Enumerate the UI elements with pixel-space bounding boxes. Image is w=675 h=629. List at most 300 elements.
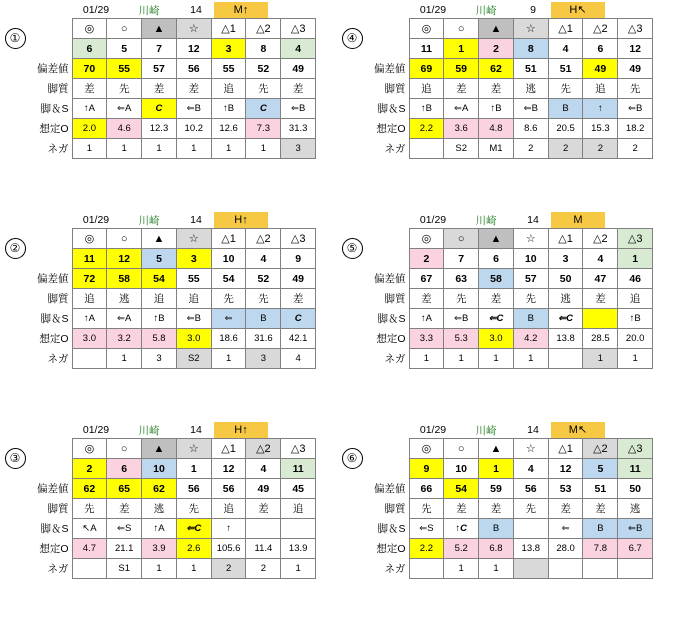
kyakushitsu-6: 追 [618, 289, 653, 309]
row-label-blank [30, 229, 72, 249]
ashi-s-3: ⇐B [513, 99, 548, 119]
nega-2: 3 [142, 349, 177, 369]
block-number: ⑥ [337, 422, 367, 469]
kyakushitsu-4: 追 [211, 499, 246, 519]
ashi-s-0: ↑A [72, 99, 107, 119]
header-cell-1: ○ [444, 229, 479, 249]
ashi-s-1: ⇐A [444, 99, 479, 119]
header-cell-2: ▲ [479, 19, 514, 39]
header-race-number: 9 [530, 4, 536, 16]
header-cell-6: △3 [618, 439, 653, 459]
horse-number-4: 12 [211, 459, 246, 479]
header-mark-badge: M↑ [214, 2, 268, 18]
race-block [0, 420, 337, 629]
soutei-odds-3: 4.2 [513, 329, 548, 349]
header-cell-6: △3 [618, 19, 653, 39]
ashi-s-4: ⇐C [548, 309, 583, 329]
race-table [367, 18, 653, 159]
kyakushitsu-1: 差 [444, 79, 479, 99]
kyakushitsu-6: 逃 [618, 499, 653, 519]
nega-0 [72, 559, 107, 579]
table-row-ashi-s [367, 519, 653, 539]
ashi-s-3: ⇐B [176, 309, 211, 329]
horse-number-3: 12 [176, 39, 211, 59]
horse-number-5: 4 [246, 249, 281, 269]
soutei-odds-4: 28.0 [548, 539, 583, 559]
table-row-kyakushitsu [367, 289, 653, 309]
kyakushitsu-0: 先 [72, 499, 107, 519]
row-label-blank2 [30, 39, 72, 59]
hensachi-3: 55 [176, 269, 211, 289]
kyakushitsu-4: 先 [548, 79, 583, 99]
row-label-ashi-s: 脚＆S [30, 309, 72, 329]
soutei-odds-0: 2.0 [72, 119, 107, 139]
nega-2: M1 [479, 139, 514, 159]
row-label-hensachi: 偏差値 [367, 59, 409, 79]
row-label-kyakushitsu: 脚質 [30, 289, 72, 309]
header-cell-1: ○ [107, 229, 142, 249]
nega-5 [583, 559, 618, 579]
nega-5: 1 [246, 139, 281, 159]
row-label-blank2 [367, 39, 409, 59]
ashi-s-3: B [513, 309, 548, 329]
soutei-odds-4: 13.8 [548, 329, 583, 349]
nega-0 [409, 559, 444, 579]
soutei-odds-5: 7.3 [246, 119, 281, 139]
header-cell-2: ▲ [479, 439, 514, 459]
soutei-odds-6: 42.1 [281, 329, 316, 349]
table-row-nega [367, 559, 653, 579]
header-cell-3: ☆ [176, 439, 211, 459]
hensachi-2: 59 [479, 479, 514, 499]
ashi-s-3: ⇐B [176, 99, 211, 119]
soutei-odds-1: 21.1 [107, 539, 142, 559]
soutei-odds-2: 5.8 [142, 329, 177, 349]
table-row-horse-numbers [30, 39, 316, 59]
header-cell-6: △3 [281, 229, 316, 249]
table-row-headers [367, 229, 653, 249]
table-row-soutei-odds [367, 329, 653, 349]
horse-number-5: 5 [583, 459, 618, 479]
kyakushitsu-3: 逃 [513, 79, 548, 99]
table-row-headers [367, 439, 653, 459]
nega-6: 3 [281, 139, 316, 159]
kyakushitsu-3: 追 [176, 289, 211, 309]
hensachi-3: 57 [513, 269, 548, 289]
ashi-s-1: ⇐A [107, 309, 142, 329]
kyakushitsu-3: 差 [176, 79, 211, 99]
row-label-soutei: 想定O [30, 539, 72, 559]
soutei-odds-1: 3.6 [444, 119, 479, 139]
nega-2: 1 [479, 559, 514, 579]
soutei-odds-2: 3.9 [142, 539, 177, 559]
soutei-odds-3: 13.8 [513, 539, 548, 559]
kyakushitsu-3: 先 [513, 499, 548, 519]
kyakushitsu-4: 先 [211, 289, 246, 309]
header-cell-0: ◎ [72, 229, 107, 249]
table-row-ashi-s [30, 519, 316, 539]
soutei-odds-5: 11.4 [246, 539, 281, 559]
table-row-soutei-odds [367, 119, 653, 139]
nega-0: 1 [72, 139, 107, 159]
table-row-horse-numbers [30, 459, 316, 479]
soutei-odds-6: 31.3 [281, 119, 316, 139]
header-place: 川崎 [138, 4, 160, 17]
row-label-blank [367, 19, 409, 39]
table-row-horse-numbers [367, 39, 653, 59]
table-row-nega [30, 559, 316, 579]
horse-number-2: 6 [479, 249, 514, 269]
row-label-ashi-s: 脚＆S [30, 99, 72, 119]
block-header [409, 422, 675, 438]
kyakushitsu-1: 先 [444, 289, 479, 309]
race-block [0, 0, 337, 210]
ashi-s-0: ↑A [72, 309, 107, 329]
block-header [409, 2, 675, 18]
table-row-soutei-odds [367, 539, 653, 559]
ashi-s-2: B [479, 519, 514, 539]
hensachi-0: 72 [72, 269, 107, 289]
ashi-s-0: ↖A [72, 519, 107, 539]
table-row-headers [367, 19, 653, 39]
header-date: 01/29 [419, 424, 447, 436]
row-label-kyakushitsu: 脚質 [30, 79, 72, 99]
ashi-s-1: ⇐B [444, 309, 479, 329]
soutei-odds-5: 28.5 [583, 329, 618, 349]
header-cell-5: △2 [246, 19, 281, 39]
nega-1: 1 [444, 559, 479, 579]
hensachi-5: 49 [246, 479, 281, 499]
hensachi-3: 56 [176, 479, 211, 499]
row-label-nega: ネガ [30, 139, 72, 159]
hensachi-4: 51 [548, 59, 583, 79]
soutei-odds-0: 4.7 [72, 539, 107, 559]
kyakushitsu-3: 先 [513, 289, 548, 309]
nega-4: 1 [211, 139, 246, 159]
nega-0: 1 [409, 349, 444, 369]
kyakushitsu-2: 追 [142, 289, 177, 309]
horse-number-0: 2 [72, 459, 107, 479]
nega-2: 1 [142, 559, 177, 579]
header-place: 川崎 [475, 4, 497, 17]
ashi-s-6 [281, 519, 316, 539]
ashi-s-6: ⇐B [618, 99, 653, 119]
table-row-ashi-s [30, 99, 316, 119]
horse-number-0: 11 [72, 249, 107, 269]
nega-6: 1 [281, 559, 316, 579]
nega-1: 1 [107, 139, 142, 159]
horse-number-4: 3 [211, 39, 246, 59]
table-row-nega [367, 139, 653, 159]
soutei-odds-5: 31.6 [246, 329, 281, 349]
soutei-odds-4: 18.6 [211, 329, 246, 349]
nega-1: S1 [107, 559, 142, 579]
horse-number-0: 11 [409, 39, 444, 59]
header-cell-0: ◎ [409, 439, 444, 459]
nega-6: 2 [618, 139, 653, 159]
hensachi-5: 52 [246, 59, 281, 79]
hensachi-6: 45 [281, 479, 316, 499]
nega-5: 3 [246, 349, 281, 369]
hensachi-1: 55 [107, 59, 142, 79]
soutei-odds-1: 4.6 [107, 119, 142, 139]
ashi-s-3: ⇐C [176, 519, 211, 539]
kyakushitsu-6: 差 [281, 79, 316, 99]
nega-2: 1 [142, 139, 177, 159]
row-label-ashi-s: 脚＆S [367, 519, 409, 539]
nega-4: 1 [211, 349, 246, 369]
block-header [72, 422, 337, 438]
hensachi-1: 58 [107, 269, 142, 289]
row-label-blank2 [367, 249, 409, 269]
hensachi-0: 70 [72, 59, 107, 79]
hensachi-6: 49 [281, 59, 316, 79]
ashi-s-0: ↑A [409, 309, 444, 329]
header-cell-0: ◎ [409, 229, 444, 249]
header-cell-4: △1 [211, 19, 246, 39]
horse-number-2: 7 [142, 39, 177, 59]
header-cell-1: ○ [107, 19, 142, 39]
header-date: 01/29 [82, 4, 110, 16]
kyakushitsu-5: 追 [583, 79, 618, 99]
hensachi-0: 67 [409, 269, 444, 289]
header-mark-badge: H↖ [551, 2, 605, 18]
horse-number-4: 10 [211, 249, 246, 269]
soutei-odds-1: 5.2 [444, 539, 479, 559]
soutei-odds-6: 6.7 [618, 539, 653, 559]
row-label-hensachi: 偏差値 [367, 269, 409, 289]
header-date: 01/29 [419, 4, 447, 16]
horse-number-5: 4 [246, 459, 281, 479]
ashi-s-1: ↑C [444, 519, 479, 539]
race-table [367, 228, 653, 369]
nega-6: 4 [281, 349, 316, 369]
header-cell-5: △2 [583, 19, 618, 39]
block-number: ④ [337, 2, 367, 49]
table-row-ashi-s [30, 309, 316, 329]
ashi-s-2: C [142, 99, 177, 119]
race-block [337, 420, 675, 629]
row-label-kyakushitsu: 脚質 [367, 289, 409, 309]
ashi-s-5: C [246, 99, 281, 119]
nega-4 [548, 349, 583, 369]
table-row-nega [30, 349, 316, 369]
ashi-s-0: ↑B [409, 99, 444, 119]
kyakushitsu-6: 追 [281, 499, 316, 519]
ashi-s-0: ⇐S [409, 519, 444, 539]
header-cell-5: △2 [246, 439, 281, 459]
nega-5: 1 [583, 349, 618, 369]
soutei-odds-0: 2.2 [409, 539, 444, 559]
table-row-soutei-odds [30, 539, 316, 559]
soutei-odds-2: 3.0 [479, 329, 514, 349]
horse-number-6: 12 [618, 39, 653, 59]
hensachi-4: 50 [548, 269, 583, 289]
row-label-kyakushitsu: 脚質 [367, 499, 409, 519]
header-mark-badge: M↖ [551, 422, 605, 438]
kyakushitsu-1: 先 [107, 79, 142, 99]
horse-number-3: 8 [513, 39, 548, 59]
soutei-odds-0: 3.0 [72, 329, 107, 349]
horse-number-3: 4 [513, 459, 548, 479]
row-label-nega: ネガ [367, 349, 409, 369]
header-race-number: 14 [190, 214, 202, 226]
ashi-s-4: B [548, 99, 583, 119]
header-cell-4: △1 [548, 439, 583, 459]
row-label-kyakushitsu: 脚質 [367, 79, 409, 99]
horse-number-1: 12 [107, 249, 142, 269]
header-mark-badge: H↑ [214, 422, 268, 438]
nega-0 [409, 139, 444, 159]
header-race-number: 14 [527, 424, 539, 436]
horse-number-3: 3 [176, 249, 211, 269]
ashi-s-4: ↑B [211, 99, 246, 119]
table-row-headers [30, 439, 316, 459]
row-label-soutei: 想定O [367, 329, 409, 349]
hensachi-1: 59 [444, 59, 479, 79]
kyakushitsu-5: 先 [246, 79, 281, 99]
table-row-soutei-odds [30, 329, 316, 349]
header-cell-3: ☆ [513, 439, 548, 459]
table-row-headers [30, 19, 316, 39]
hensachi-6: 49 [281, 269, 316, 289]
table-row-hensachi [30, 269, 316, 289]
table-row-headers [30, 229, 316, 249]
nega-5: 2 [246, 559, 281, 579]
race-block [337, 0, 675, 210]
header-cell-5: △2 [583, 439, 618, 459]
ashi-s-2: ↑A [142, 519, 177, 539]
horse-number-2: 10 [142, 459, 177, 479]
soutei-odds-4: 105.6 [211, 539, 246, 559]
soutei-odds-4: 12.6 [211, 119, 246, 139]
kyakushitsu-2: 差 [479, 289, 514, 309]
row-label-hensachi: 偏差値 [30, 269, 72, 289]
row-label-blank2 [30, 459, 72, 479]
row-label-nega: ネガ [367, 559, 409, 579]
horse-number-0: 6 [72, 39, 107, 59]
row-label-blank2 [30, 249, 72, 269]
nega-3: S2 [176, 349, 211, 369]
row-label-blank [30, 439, 72, 459]
header-cell-2: ▲ [479, 229, 514, 249]
horse-number-4: 3 [548, 249, 583, 269]
header-cell-3: ☆ [513, 19, 548, 39]
hensachi-6: 50 [618, 479, 653, 499]
horse-number-5: 6 [583, 39, 618, 59]
row-label-blank2 [367, 459, 409, 479]
horse-number-2: 1 [479, 459, 514, 479]
kyakushitsu-5: 差 [583, 289, 618, 309]
header-cell-3: ☆ [513, 229, 548, 249]
header-place: 川崎 [138, 214, 160, 227]
header-place: 川崎 [475, 424, 497, 437]
header-cell-2: ▲ [142, 439, 177, 459]
ashi-s-2: ↑B [479, 99, 514, 119]
soutei-odds-6: 20.0 [618, 329, 653, 349]
hensachi-0: 66 [409, 479, 444, 499]
block-number: ⑤ [337, 212, 367, 259]
row-label-blank [30, 19, 72, 39]
kyakushitsu-1: 逃 [107, 289, 142, 309]
header-date: 01/29 [82, 214, 110, 226]
nega-3: 1 [176, 559, 211, 579]
header-cell-0: ◎ [72, 439, 107, 459]
hensachi-2: 54 [142, 269, 177, 289]
row-label-soutei: 想定O [367, 539, 409, 559]
soutei-odds-0: 2.2 [409, 119, 444, 139]
horse-number-3: 10 [513, 249, 548, 269]
kyakushitsu-4: 逃 [548, 289, 583, 309]
horse-number-6: 9 [281, 249, 316, 269]
block-number: ③ [0, 422, 30, 469]
horse-number-0: 2 [409, 249, 444, 269]
table-row-horse-numbers [367, 459, 653, 479]
nega-4 [548, 559, 583, 579]
row-label-ashi-s: 脚＆S [367, 309, 409, 329]
horse-number-4: 4 [548, 39, 583, 59]
header-cell-1: ○ [107, 439, 142, 459]
ashi-s-5: B [246, 309, 281, 329]
hensachi-1: 54 [444, 479, 479, 499]
table-row-hensachi [367, 59, 653, 79]
nega-3: 2 [513, 139, 548, 159]
hensachi-3: 56 [176, 59, 211, 79]
soutei-odds-1: 5.3 [444, 329, 479, 349]
kyakushitsu-4: 差 [548, 499, 583, 519]
ashi-s-5 [583, 309, 618, 329]
row-label-kyakushitsu: 脚質 [30, 499, 72, 519]
ashi-s-6: C [281, 309, 316, 329]
table-row-hensachi [30, 479, 316, 499]
table-row-nega [30, 139, 316, 159]
nega-6: 1 [618, 349, 653, 369]
soutei-odds-3: 10.2 [176, 119, 211, 139]
table-row-kyakushitsu [30, 499, 316, 519]
hensachi-3: 56 [513, 479, 548, 499]
header-race-number: 14 [190, 424, 202, 436]
soutei-odds-2: 12.3 [142, 119, 177, 139]
ashi-s-6: ⇐B [618, 519, 653, 539]
row-label-hensachi: 偏差値 [30, 479, 72, 499]
nega-1: 1 [107, 349, 142, 369]
kyakushitsu-5: 先 [246, 289, 281, 309]
table-row-kyakushitsu [367, 499, 653, 519]
horse-number-1: 1 [444, 39, 479, 59]
ashi-s-3 [513, 519, 548, 539]
horse-number-6: 11 [618, 459, 653, 479]
table-row-hensachi [367, 479, 653, 499]
soutei-odds-2: 4.8 [479, 119, 514, 139]
table-row-kyakushitsu [367, 79, 653, 99]
header-place: 川崎 [475, 214, 497, 227]
hensachi-5: 51 [583, 479, 618, 499]
row-label-soutei: 想定O [30, 329, 72, 349]
nega-6 [618, 559, 653, 579]
kyakushitsu-1: 差 [107, 499, 142, 519]
hensachi-2: 62 [479, 59, 514, 79]
kyakushitsu-0: 先 [409, 499, 444, 519]
header-cell-0: ◎ [409, 19, 444, 39]
row-label-nega: ネガ [30, 349, 72, 369]
hensachi-2: 57 [142, 59, 177, 79]
kyakushitsu-2: 差 [479, 499, 514, 519]
header-cell-4: △1 [211, 229, 246, 249]
hensachi-5: 49 [583, 59, 618, 79]
header-date: 01/29 [419, 214, 447, 226]
kyakushitsu-2: 逃 [142, 499, 177, 519]
horse-number-1: 5 [107, 39, 142, 59]
